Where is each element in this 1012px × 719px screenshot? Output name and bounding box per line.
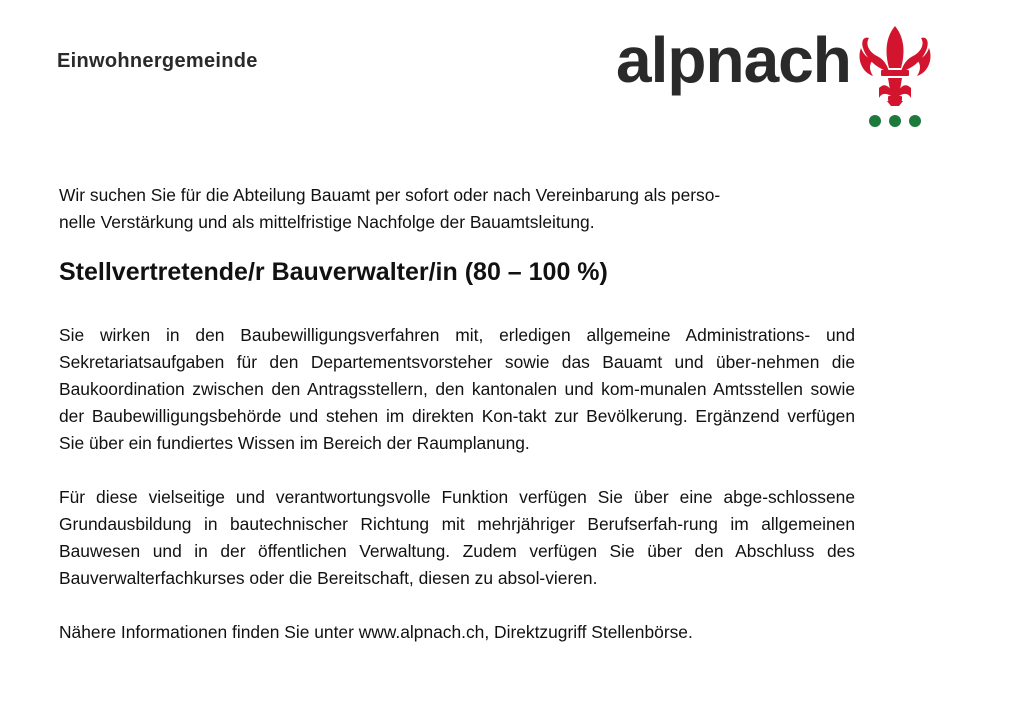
fleur-de-lis-logo-icon <box>855 24 935 130</box>
requirements-paragraph: Für diese vielseitige und verantwortungsvolle Funktion verfügen Sie über eine abge-schlossene Grundausbildung in bautechnischer Richtung mit mehrjähriger Berufserfah-rung im allgemeinen Bauwesen und in der öffentlichen Verwaltung. Zudem verfügen Sie über den Abschluss des Bauverwalterfachkurses oder die Bereitschaft, diesen zu absol-vieren. <box>59 487 855 588</box>
job-posting-body <box>59 182 855 646</box>
intro-line-2: nelle Verstärkung und als mittelfristige Nachfolge der Bauamtsleitung. <box>59 212 595 232</box>
intro-line-1: Wir suchen Sie für die Abteilung Bauamt per sofort oder nach Vereinbarung als perso- <box>59 185 721 205</box>
municipality-label: Einwohnergemeinde <box>57 50 258 72</box>
alpnach-logo-text: alpnach <box>616 24 851 96</box>
duties-paragraph: Sie wirken in den Baubewilligungsverfahren mit, erledigen allgemeine Administrations- und Sekretariatsaufgaben für den Departementsvorsteher sowie das Bauamt und über-nehmen die Baukoordination zwischen den Antragsstellern, den kantonalen und kom-munalen Amtsstellen sowie der Baubewilligungsbehörde und stehen im direkten Kon-takt zur Bevölkerung. Ergänzend verfügen Sie über ein fundiertes Wissen im Bereich der Raumplanung. <box>59 325 855 453</box>
job-title: Stellvertretende/r Bauverwalter/in (80 – 100 %) <box>59 258 608 286</box>
logo-dot <box>889 115 901 127</box>
intro-paragraph <box>59 182 855 236</box>
more-info-line: Nähere Informationen finden Sie unter www.alpnach.ch, Direktzugriff Stellenbörse. <box>59 622 693 642</box>
logo-dot <box>869 115 881 127</box>
logo-dot <box>909 115 921 127</box>
